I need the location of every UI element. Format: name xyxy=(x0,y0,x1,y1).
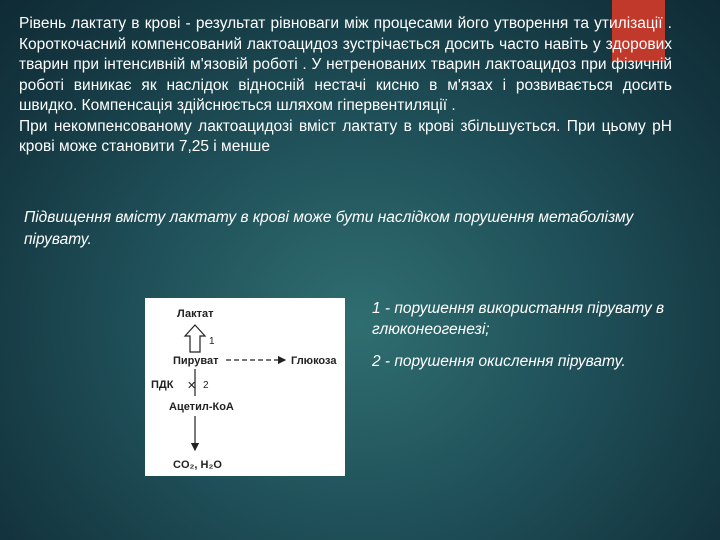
paragraph-uncompensated: При некомпенсованому лактоацидозі вміст лактату в крові збільшується. При цьому pH крові може становити 7,25 і менше xyxy=(19,117,672,155)
main-text-block xyxy=(19,14,672,158)
diagram-lactate-label: Лактат xyxy=(177,308,214,320)
diagram-pyruvate-label: Пируват xyxy=(173,355,219,367)
diagram-co2-label: CO₂, H₂O xyxy=(173,459,222,471)
diagram-block-mark: ✕ xyxy=(187,379,197,392)
note-gluconeogenesis: 1 - порушення використання пірувату в глюконеогенезі; xyxy=(372,300,665,338)
paragraph-lactate-level: Рівень лактату в крові - результат рівноваги між процесами його утворення та утилізації . Короткочасний компенсований лактоацидоз зустрічається досить часто навіть у здорових тварин при інтенсивній м'язовій роботі . У нетренованих тварин лактоацидоз при фізичній роботі виникає як наслідок відносній нестачі кисню в м'язах і розвивається досить швидко. Компенсація здійснюється шляхом гіпервентиляції . xyxy=(19,15,672,114)
diagram-glucose-label: Глюкоза xyxy=(291,355,337,367)
diagram-mark-2: 2 xyxy=(203,380,209,391)
diagram-acetyl-label: Ацетил-КоА xyxy=(169,401,234,413)
diagram-pdk-label: ПДК xyxy=(151,379,174,391)
diagram-mark-1: 1 xyxy=(209,336,215,347)
side-notes xyxy=(372,299,672,385)
metabolism-diagram xyxy=(145,298,345,476)
note-oxidation: 2 - порушення окислення пірувату. xyxy=(372,353,626,370)
diagram-svg xyxy=(145,298,345,476)
hollow-up-arrow xyxy=(185,325,205,352)
italic-note: Підвищення вмісту лактату в крові може бути наслідком порушення метаболізму пірувату. xyxy=(24,209,634,248)
